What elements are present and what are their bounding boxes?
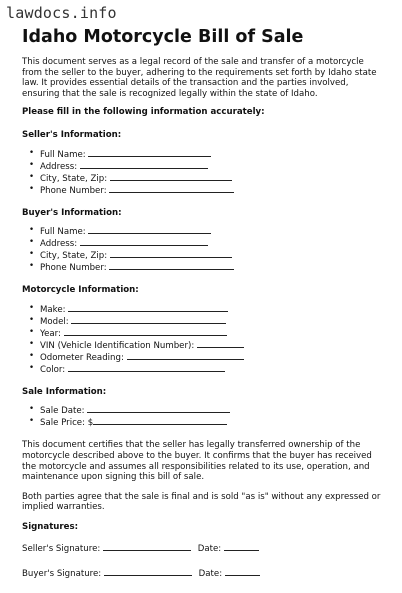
sale-fields — [22, 404, 382, 428]
motorcycle-year-field[interactable] — [40, 327, 382, 339]
fill-line[interactable] — [80, 160, 208, 169]
buyer-signature-label: Buyer's Signature: — [22, 569, 102, 580]
as-is-paragraph: Both parties agree that the sale is final and is sold "as is" without any expressed or implied warranties. — [22, 491, 381, 513]
buyer-date-label: Date: — [198, 569, 223, 580]
fill-line[interactable] — [93, 416, 227, 425]
signatures-heading: Signatures: — [22, 521, 79, 532]
buyer-date-line[interactable] — [225, 567, 260, 576]
document-body — [22, 57, 382, 593]
buyer-fields — [22, 225, 382, 273]
motorcycle-color-field[interactable] — [40, 363, 382, 375]
motorcycle-vin-field[interactable] — [40, 339, 382, 351]
seller-address-field[interactable] — [40, 160, 382, 172]
field-label: Address: — [40, 161, 78, 172]
field-label: Sale Price: $ — [40, 418, 94, 429]
buyer-address-field[interactable] — [40, 237, 382, 249]
certification-paragraph: This document certifies that the seller has legally transferred ownership of the motorcycle described above to the buyer. It confirms that the buyer has received the motorcycle and assumes all responsibilities related to its use, operation, and maintenance upon signing this bill of sale. — [22, 440, 372, 483]
buyer-heading: Buyer's Information: — [22, 207, 122, 218]
motorcycle-odometer-field[interactable] — [40, 351, 382, 363]
fill-line[interactable] — [109, 184, 234, 193]
intro-paragraph: This document serves as a legal record of the sale and transfer of a motorcycle from the seller to the buyer, adhering to the requirements set forth by Idaho state law. It provides essential details of the transaction and the parties involved, ensuring that the sale is recognized legally within the state of Idaho. — [22, 57, 377, 99]
seller-signature-line[interactable] — [103, 542, 191, 551]
seller-city-state-zip-field[interactable] — [40, 172, 382, 184]
fill-line[interactable] — [64, 327, 227, 336]
seller-signature-label: Seller's Signature: — [22, 543, 101, 554]
field-label: City, State, Zip: — [40, 173, 108, 184]
field-label: Color: — [40, 364, 66, 375]
fill-line[interactable] — [88, 148, 211, 157]
fill-line[interactable] — [110, 172, 232, 181]
seller-heading: Seller's Information: — [22, 129, 122, 140]
field-label: Make: — [40, 304, 66, 315]
seller-date-label: Date: — [197, 543, 222, 554]
fill-line[interactable] — [127, 351, 244, 360]
seller-full-name-field[interactable] — [40, 148, 382, 160]
field-label: Address: — [40, 239, 78, 250]
watermark-logo: lawdocs.info — [6, 4, 117, 22]
sale-heading: Sale Information: — [22, 386, 107, 397]
field-label: Full Name: — [40, 227, 86, 238]
field-label: Full Name: — [40, 149, 86, 160]
motorcycle-make-field[interactable] — [40, 303, 382, 315]
buyer-full-name-field[interactable] — [40, 225, 382, 237]
field-label: Phone Number: — [40, 263, 107, 274]
instruction-text: Please fill in the following information accurately: — [22, 107, 265, 118]
field-label: City, State, Zip: — [40, 251, 108, 262]
buyer-phone-field[interactable] — [40, 261, 382, 273]
fill-line[interactable] — [109, 261, 234, 270]
field-label: Model: — [40, 316, 69, 327]
field-label: VIN (Vehicle Identification Number): — [40, 340, 195, 351]
sale-price-field[interactable] — [40, 416, 382, 428]
seller-phone-field[interactable] — [40, 184, 382, 196]
seller-signature-row[interactable] — [22, 542, 382, 555]
sale-date-field[interactable] — [40, 404, 382, 416]
field-label: Phone Number: — [40, 185, 107, 196]
seller-fields — [22, 148, 382, 196]
fill-line[interactable] — [197, 339, 244, 348]
field-label: Sale Date: — [40, 406, 85, 417]
fill-line[interactable] — [68, 303, 228, 312]
motorcycle-fields — [22, 303, 382, 375]
field-label: Odometer Reading: — [40, 352, 124, 363]
fill-line[interactable] — [88, 225, 211, 234]
fill-line[interactable] — [110, 249, 232, 258]
buyer-signature-line[interactable] — [104, 567, 192, 576]
fill-line[interactable] — [68, 363, 225, 372]
fill-line[interactable] — [87, 404, 230, 413]
motorcycle-heading: Motorcycle Information: — [22, 285, 139, 296]
fill-line[interactable] — [80, 237, 208, 246]
fill-line[interactable] — [71, 315, 226, 324]
field-label: Year: — [40, 328, 61, 339]
buyer-signature-row[interactable] — [22, 567, 382, 580]
motorcycle-model-field[interactable] — [40, 315, 382, 327]
document-title: Idaho Motorcycle Bill of Sale — [22, 27, 304, 47]
buyer-city-state-zip-field[interactable] — [40, 249, 382, 261]
seller-date-line[interactable] — [224, 542, 259, 551]
